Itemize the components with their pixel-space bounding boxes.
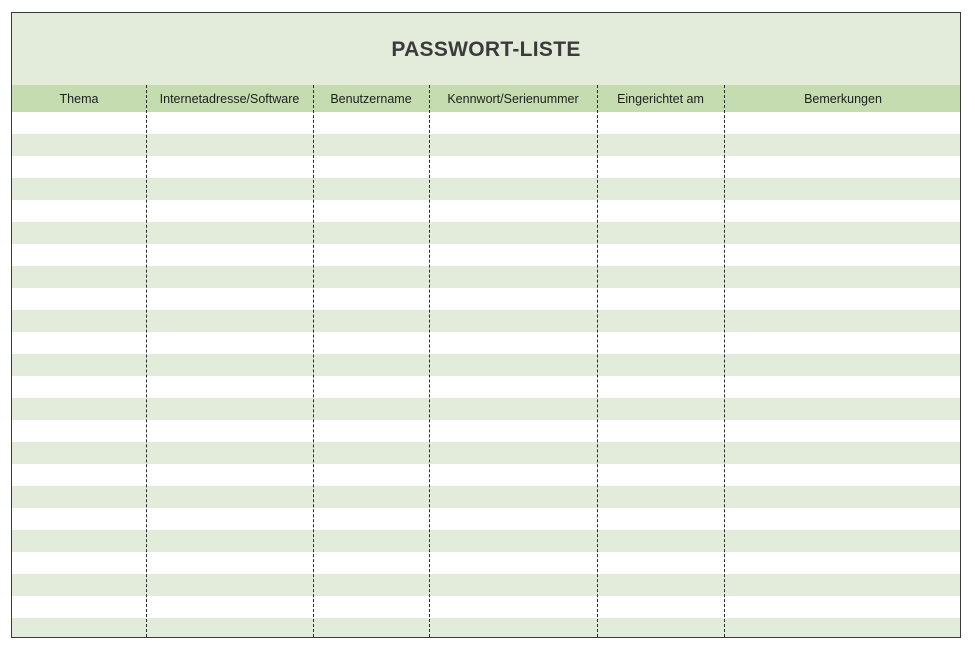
table-cell[interactable]	[313, 112, 429, 134]
table-cell[interactable]	[724, 618, 961, 638]
table-cell[interactable]	[429, 266, 597, 288]
table-cell[interactable]	[429, 464, 597, 486]
table-cell[interactable]	[313, 288, 429, 310]
table-cell[interactable]	[12, 244, 146, 266]
table-cell[interactable]	[146, 178, 313, 200]
table-row	[12, 112, 960, 134]
table-row	[12, 332, 960, 354]
table-cell[interactable]	[12, 178, 146, 200]
table-cell[interactable]	[12, 464, 146, 486]
table-cell[interactable]	[146, 156, 313, 178]
table-cell[interactable]	[146, 530, 313, 552]
table-cell[interactable]	[429, 530, 597, 552]
table-cell[interactable]	[313, 596, 429, 618]
table-cell[interactable]	[429, 596, 597, 618]
table-header	[12, 85, 960, 112]
table-cell[interactable]	[724, 486, 961, 508]
table-cell[interactable]	[12, 200, 146, 222]
table-row	[12, 376, 960, 398]
table-cell[interactable]	[313, 156, 429, 178]
table-cell[interactable]	[597, 464, 724, 486]
table-cell[interactable]	[313, 618, 429, 638]
table-cell[interactable]	[597, 530, 724, 552]
table-cell[interactable]	[12, 530, 146, 552]
table-cell[interactable]	[313, 420, 429, 442]
table-cell[interactable]	[597, 332, 724, 354]
table-row	[12, 200, 960, 222]
table-row	[12, 596, 960, 618]
table-cell[interactable]	[597, 222, 724, 244]
table-cell[interactable]	[597, 244, 724, 266]
table-cell[interactable]	[313, 354, 429, 376]
table-cell[interactable]	[146, 464, 313, 486]
table-cell[interactable]	[724, 354, 961, 376]
table-cell[interactable]	[597, 376, 724, 398]
table-cell[interactable]	[597, 552, 724, 574]
table-row	[12, 574, 960, 596]
table-cell[interactable]	[146, 508, 313, 530]
table-cell[interactable]	[597, 112, 724, 134]
table-row	[12, 156, 960, 178]
table-cell[interactable]	[12, 134, 146, 156]
password-list-sheet	[11, 12, 961, 638]
table-cell[interactable]	[724, 288, 961, 310]
table-cell[interactable]	[12, 222, 146, 244]
table-row	[12, 288, 960, 310]
table-cell[interactable]	[12, 354, 146, 376]
table-cell[interactable]	[429, 574, 597, 596]
table-cell[interactable]	[724, 244, 961, 266]
table-cell[interactable]	[429, 420, 597, 442]
table-cell[interactable]	[12, 596, 146, 618]
table-cell[interactable]	[724, 574, 961, 596]
table-cell[interactable]	[429, 618, 597, 638]
table-cell[interactable]	[597, 420, 724, 442]
table-cell[interactable]	[12, 376, 146, 398]
table-cell[interactable]	[724, 156, 961, 178]
table-cell[interactable]	[146, 420, 313, 442]
table-cell[interactable]	[146, 332, 313, 354]
table-cell[interactable]	[146, 200, 313, 222]
table-cell[interactable]	[724, 508, 961, 530]
table-cell[interactable]	[597, 596, 724, 618]
table-cell[interactable]	[146, 112, 313, 134]
table-cell[interactable]	[724, 332, 961, 354]
table-row	[12, 222, 960, 244]
table-cell[interactable]	[146, 288, 313, 310]
table-cell[interactable]	[313, 574, 429, 596]
table-row	[12, 464, 960, 486]
table-cell[interactable]	[724, 112, 961, 134]
table-cell[interactable]	[313, 332, 429, 354]
table-row	[12, 552, 960, 574]
table-row	[12, 398, 960, 420]
table-cell[interactable]	[724, 464, 961, 486]
table-cell[interactable]	[597, 200, 724, 222]
table-cell[interactable]	[146, 596, 313, 618]
table-cell[interactable]	[724, 398, 961, 420]
table-row	[12, 134, 960, 156]
table-cell[interactable]	[429, 332, 597, 354]
table-cell[interactable]	[12, 156, 146, 178]
table-row	[12, 486, 960, 508]
table-cell[interactable]	[146, 442, 313, 464]
table-cell[interactable]	[597, 156, 724, 178]
table-cell[interactable]	[429, 310, 597, 332]
column-divider	[313, 85, 314, 637]
table-cell[interactable]	[313, 200, 429, 222]
table-cell[interactable]	[313, 442, 429, 464]
table-row	[12, 442, 960, 464]
table-cell[interactable]	[724, 222, 961, 244]
table-cell[interactable]	[146, 266, 313, 288]
table-cell[interactable]	[429, 354, 597, 376]
table-cell[interactable]	[313, 310, 429, 332]
table-cell[interactable]	[12, 552, 146, 574]
table-row	[12, 420, 960, 442]
table-row	[12, 354, 960, 376]
table-cell[interactable]	[12, 508, 146, 530]
table-row	[12, 178, 960, 200]
page-title: PASSWORT-LISTE	[391, 38, 581, 61]
column-header-kennwort: Kennwort/Serienummer	[447, 91, 579, 106]
table-cell[interactable]	[597, 310, 724, 332]
table-cell[interactable]	[146, 574, 313, 596]
table-row	[12, 266, 960, 288]
table-cell[interactable]	[429, 486, 597, 508]
table-cell[interactable]	[12, 332, 146, 354]
table-row	[12, 310, 960, 332]
table-cell[interactable]	[313, 398, 429, 420]
table-cell[interactable]	[12, 420, 146, 442]
table-cell[interactable]	[313, 178, 429, 200]
table-cell[interactable]	[12, 486, 146, 508]
table-cell[interactable]	[12, 442, 146, 464]
table-cell[interactable]	[146, 398, 313, 420]
table-cell[interactable]	[429, 156, 597, 178]
column-header-internetadresse: Internetadresse/Software	[159, 91, 300, 106]
table-cell[interactable]	[597, 508, 724, 530]
column-header-benutzername: Benutzername	[330, 91, 412, 106]
table-cell[interactable]	[313, 376, 429, 398]
table-cell[interactable]	[724, 266, 961, 288]
table-cell[interactable]	[146, 486, 313, 508]
table-cell[interactable]	[724, 310, 961, 332]
table-cell[interactable]	[313, 134, 429, 156]
table-cell[interactable]	[597, 618, 724, 638]
table-cell[interactable]	[429, 508, 597, 530]
column-header-thema: Thema	[59, 91, 99, 106]
table-cell[interactable]	[724, 178, 961, 200]
table-cell[interactable]	[313, 244, 429, 266]
column-divider	[429, 85, 430, 637]
column-divider	[597, 85, 598, 637]
table-cell[interactable]	[724, 596, 961, 618]
table-cell[interactable]	[597, 442, 724, 464]
column-divider	[146, 85, 147, 637]
table-cell[interactable]	[146, 376, 313, 398]
table-cell[interactable]	[429, 552, 597, 574]
column-header-bemerkungen: Bemerkungen	[804, 91, 882, 106]
table-cell[interactable]	[12, 618, 146, 638]
table-cell[interactable]	[724, 134, 961, 156]
table-cell[interactable]	[597, 288, 724, 310]
table-cell[interactable]	[724, 552, 961, 574]
table-cell[interactable]	[12, 112, 146, 134]
table-cell[interactable]	[597, 266, 724, 288]
table-cell[interactable]	[429, 134, 597, 156]
table-cell[interactable]	[12, 310, 146, 332]
table-cell[interactable]	[12, 398, 146, 420]
table-row	[12, 530, 960, 552]
table-cell[interactable]	[313, 552, 429, 574]
table-cell[interactable]	[313, 530, 429, 552]
table-cell[interactable]	[429, 178, 597, 200]
table-cell[interactable]	[724, 376, 961, 398]
table-cell[interactable]	[146, 354, 313, 376]
table-cell[interactable]	[429, 288, 597, 310]
table-cell[interactable]	[597, 574, 724, 596]
table-cell[interactable]	[724, 420, 961, 442]
table-cell[interactable]	[597, 398, 724, 420]
table-row	[12, 508, 960, 530]
table-cell[interactable]	[146, 552, 313, 574]
table-cell[interactable]	[146, 310, 313, 332]
table-cell[interactable]	[146, 222, 313, 244]
table-cell[interactable]	[12, 266, 146, 288]
table-cell[interactable]	[313, 508, 429, 530]
table-cell[interactable]	[12, 574, 146, 596]
table-cell[interactable]	[724, 200, 961, 222]
table-cell[interactable]	[597, 134, 724, 156]
table-cell[interactable]	[429, 442, 597, 464]
table-cell[interactable]	[429, 398, 597, 420]
table-cell[interactable]	[597, 486, 724, 508]
table-cell[interactable]	[597, 354, 724, 376]
column-header-eingerichtet-am: Eingerichtet am	[617, 91, 704, 106]
table-cell[interactable]	[429, 376, 597, 398]
table-cell[interactable]	[146, 134, 313, 156]
table-cell[interactable]	[313, 486, 429, 508]
table-cell[interactable]	[724, 442, 961, 464]
table-cell[interactable]	[724, 530, 961, 552]
table-cell[interactable]	[429, 244, 597, 266]
table-row	[12, 244, 960, 266]
table-cell[interactable]	[429, 112, 597, 134]
title-bar	[12, 13, 960, 85]
table-cell[interactable]	[313, 464, 429, 486]
table-cell[interactable]	[146, 244, 313, 266]
table-cell[interactable]	[429, 222, 597, 244]
table-cell[interactable]	[146, 618, 313, 638]
table-cell[interactable]	[313, 266, 429, 288]
table-cell[interactable]	[12, 288, 146, 310]
table-cell[interactable]	[597, 178, 724, 200]
table-row	[12, 618, 960, 638]
table-cell[interactable]	[313, 222, 429, 244]
table-cell[interactable]	[429, 200, 597, 222]
column-divider	[724, 85, 725, 637]
